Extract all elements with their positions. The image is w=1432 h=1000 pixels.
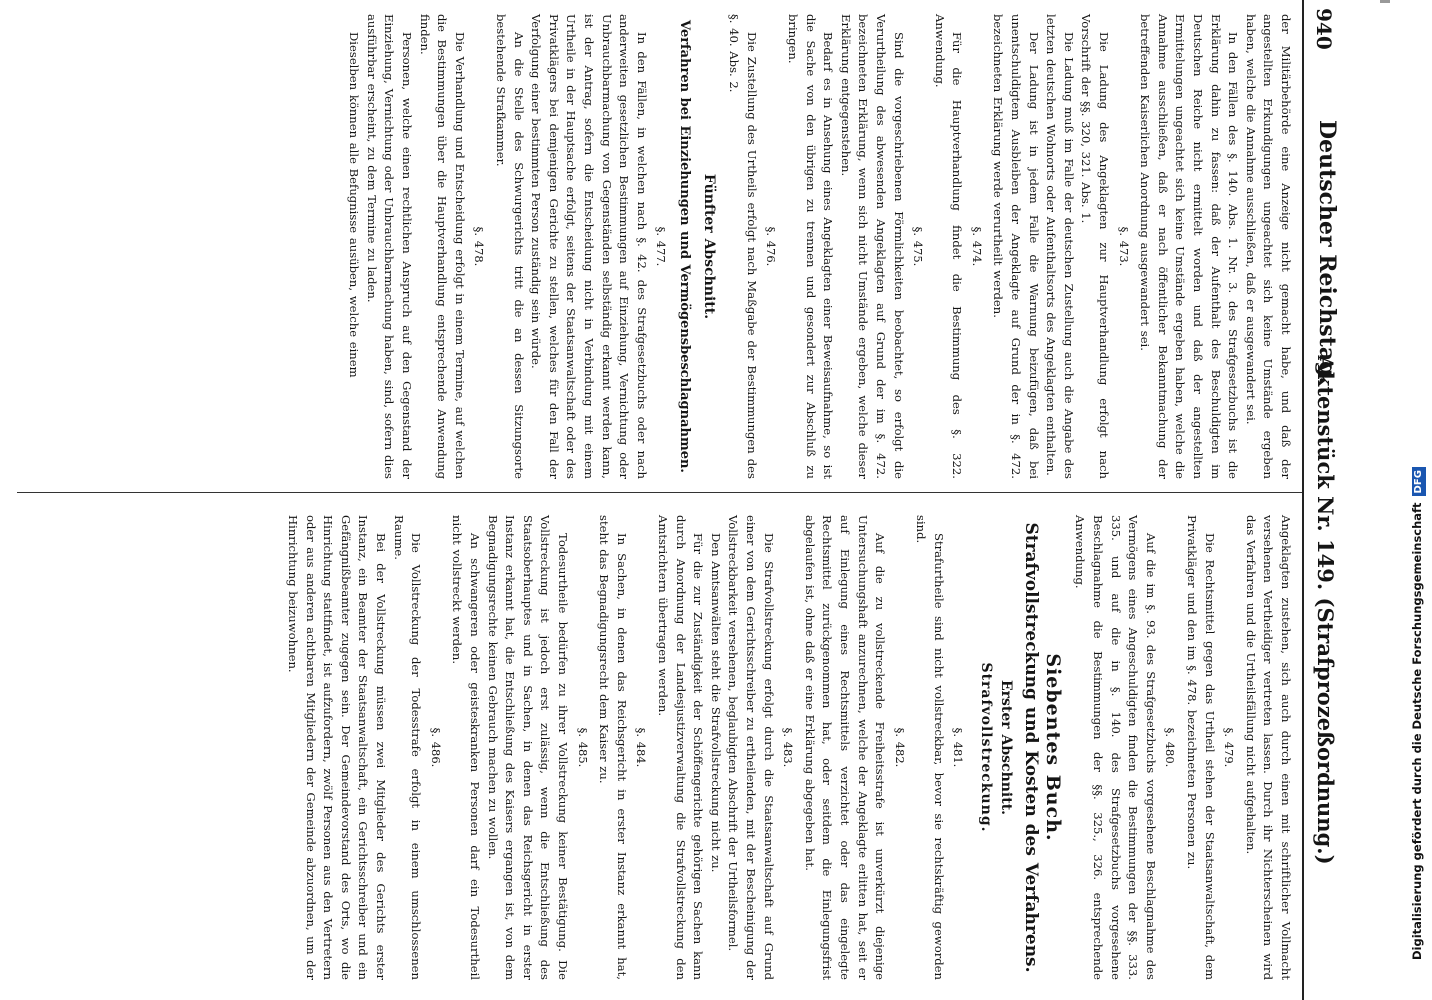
stamp-text-row [1404, 40, 1430, 960]
section-number: §. 479. [1222, 727, 1237, 768]
paragraph: Für die Hauptverhandlung findet die Bestimmung des §. 322. Anwendung. [932, 14, 965, 479]
paragraph: Die Strafvollstreckung erfolgt durch die Staatsanwaltschaft auf Grund einer von dem Gerichtsschreiber zu ertheilenden, mit der Bescheinigung der Vollstreckbarkeit versehenen, beglaubigten Abschrift der Urtheilsformel. [726, 515, 776, 980]
paragraph: An schwangeren oder geisteskranken Personen darf ein Todesurtheil nicht vollstreckt werden. [450, 515, 483, 980]
section-label: Erster Abschnitt. [997, 679, 1014, 816]
paragraph: Die Zustellung des Urtheils erfolgt nach Maßgabe der Bestimmungen des §. 40. Abs. 2. [727, 14, 759, 479]
section-number: §. 474. [969, 226, 984, 267]
paragraph: Bei der Vollstreckung müssen zwei Mitglieder des Gerichts erster Instanz, ein Beamter der Staatsanwaltschaft, ein Gerichtsschreiber und ein Gefängnißbeamter zugegen sein. Der Gemeindevorstand des Orts, wo die Hinrichtung stattfindet, ist aufzufordern, zwölf Personen aus den Vertretern oder aus anderen achtbaren Mitgliedern der Gemeinde abzuordnen, um der Hinrichtung beizuwohnen. [286, 515, 389, 980]
paragraph: In den Fällen des §. 140. Abs. 1. Nr. 3. des Strafgesetzbuchs ist die Erklärung dahin zu fassen: daß der Aufenthalt des Beschuldigten im Deutschen Reiche nicht ermittelt worden und daß der angestellten Ermittelungen ungeachtet sich keine Umstände ergeben haben, welche die Annahme ausschließen, daß er nach öffentlicher Bekanntmachung der betreffenden Kaiserlichen Anordnung ausgewandert sei. [1138, 14, 1241, 479]
paragraph: Angeklagten zustehen, sich auch durch einen mit schriftlicher Vollmacht versehenen Vertheidiger vertreten lassen. Durch ihr Nichterscheinen wird das Verfahren und die Urtheilsfällung nicht aufgehalten. [1243, 515, 1293, 980]
paragraph: Die Verhandlung und Entscheidung erfolgt in einem Termine, auf welchen die Bestimmungen über die Hauptverhandlung entsprechende Anwendung finden. [417, 14, 467, 479]
header-rule [1302, 0, 1304, 1000]
paragraph: Die Vollstreckung der Todesstrafe erfolgt in einem umschlossenen Raume. [391, 515, 424, 980]
left-column [345, 14, 1294, 479]
paragraph: Die Rechtsmittel gegen das Urtheil stehen der Staatsanwaltschaft, dem Privatkläger und den im §. 478. bezeichneten Personen zu. [1185, 515, 1217, 980]
paragraph: Die Ladung muß im Falle der deutschen Zustellung auch die Angabe des letzten deutschen Wohnorts oder Aufenthaltsorts des Angeklagten enthalten. [1044, 14, 1076, 479]
section-number: §. 473. [1116, 226, 1131, 267]
paragraph: der Militärbehörde eine Anzeige nicht gemacht habe, und daß der angestellten Erkundigungen ungeachtet sich keine Umstände ergeben haben, welche die Annahme ausschließen, daß er ausgewandert sei. [1243, 14, 1293, 479]
section-title: Strafvollstreckung. [978, 662, 995, 833]
section-number: §. 477. [654, 226, 669, 267]
section-title: Verfahren bei Einziehungen und Vermögensbeschlagnahmen. [677, 20, 692, 473]
paragraph: Der Ladung ist in jedem Falle die Warnung beizufügen, daß bei unentschuldigtem Ausbleiben der Angeklagte auf Grund der in §. 472. bezeichneten Erklärung werde verurtheilt werden. [991, 14, 1041, 479]
paragraph: Todesurtheile bedürfen zu ihrer Vollstreckung keiner Bestätigung. Die Vollstreckung ist jedoch erst zulässig, wenn die Entschließung des Staatsoberhauptes und in Sachen, in denen das Reichsgericht in erster Instanz erkannt hat, die Entschließung des Kaisers ergangen ist, von dem Begnadigungsrechte keinen Gebrauch machen zu wollen. [485, 515, 571, 980]
paragraph: In den Fällen, in welchen nach §. 42. des Strafgesetzbuchs oder nach anderweiten gesetzlichen Bestimmungen auf Einziehung, Vernichtung oder Unbrauchbarmachung von Gegenständen selbständig erkannt werden kann, ist der Antrag, sofern die Entscheidung nicht in Verbindung mit einem Urtheile in der Hauptsache erfolgt, seitens der Staatsanwaltschaft oder des Privatklägers bei demjenigen Gerichte zu stellen, welches für den Fall der Verfolgung einer bestimmten Person zuständig sein würde. [529, 14, 649, 479]
running-title: Deutscher Reichstag. [1314, 120, 1340, 385]
section-number: §. 476. [764, 226, 779, 267]
right-column [284, 515, 1294, 980]
document-reference: Aktenstück Nr. 149. (Strafprozeßordnung.) [1313, 355, 1338, 865]
book-title: Strafvollstreckung und Kosten des Verfahrens. [1021, 522, 1042, 973]
paragraph: Den Amtsanwälten steht die Strafvollstreckung nicht zu. [708, 533, 723, 873]
paragraph: Für die zur Zuständigkeit der Schöffengerichte gehörigen Sachen kann durch Anordnung der Landesjustizverwaltung die Strafvollstreckung den Amtsrichtern übertragen werden. [656, 515, 706, 980]
paragraph: Strafurtheile sind nicht vollstreckbar, bevor sie rechtskräftig geworden sind. [914, 515, 946, 980]
paragraph: An die Stelle des Schwurgerichts tritt die an dessen Sitzungsorte bestehende Strafkammer. [494, 14, 526, 479]
paragraph: Personen, welche einen rechtlichen Anspruch auf den Gegenstand der Einziehung, Vernichtung oder Unbrauchbarmachung haben, sind, sofern dies ausführbar erscheint, zu dem Termine zu laden. [364, 14, 415, 479]
digitization-stamp [1404, 40, 1430, 960]
paragraph: Sind die vorgeschriebenen Förmlichkeiten beobachtet, so erfolgt die Verurtheilung des abwesenden Angeklagten auf Grund der im §. 472. bezeichneten Erklärung, wenn sich nicht Umstände ergeben, welche dieser Erklärung entgegenstehen. [838, 14, 906, 479]
section-number: §. 480. [1163, 727, 1178, 768]
section-number: §. 482. [892, 727, 907, 768]
paragraph: Dieselben können alle Befugnisse ausüben, welche einem [347, 32, 362, 378]
paragraph: Bedarf es in Ansehung eines Angeklagten einer Beweisaufnahme, so ist die Sache von den übrigen zu trennen und gesondert zur Abschluß zu bringen. [785, 14, 836, 479]
column-divider [17, 492, 1302, 493]
paragraph: Auf die im §. 93. des Strafgesetzbuchs vorgesehene Beschlagnahme des Vermögens eines Angeschuldigten finden die Bestimmungen der §§. 333. 335. und auf die in §. 140. des Strafgesetzbuchs vorgesehene Beschlagnahme die Bestimmungen der §§. 325., 326. entsprechende Anwendung. [1073, 515, 1158, 980]
stamp-text: Digitalisierung gefördert durch die Deutsche Forschungsgemeinschaft [1410, 502, 1424, 960]
section-number: §. 478. [472, 226, 487, 267]
section-number: §. 481. [951, 727, 966, 768]
paragraph: Die Ladung des Angeklagten zur Hauptverhandlung erfolgt nach Vorschrift der §§. 320, 321. Abs. 1. [1079, 14, 1112, 479]
page-header [1306, 0, 1380, 1000]
section-number: §. 483. [781, 727, 796, 768]
section-number: §. 475. [911, 226, 926, 267]
section-label: Fünfter Abschnitt. [700, 173, 717, 320]
book-label: Siebentes Buch. [1041, 653, 1064, 842]
paragraph: Auf die zu vollstreckende Freiheitsstrafe ist unverkürzt diejenige Untersuchungshaft anzurechnen, welche der Angeklagte erlitten hat, seit er auf Einlegung eines Rechtsmittels verzichtet oder das eingelegte Rechtsmittel zurückgenommen hat, oder seitdem die Einlegungsfrist abgelaufen ist, ohne daß er eine Erklärung abgegeben hat. [802, 515, 888, 980]
dfg-logo: DFG [1412, 467, 1426, 496]
section-number: §. 485. [575, 727, 590, 768]
section-number: §. 486. [428, 727, 443, 768]
page-number: 940 [1312, 8, 1336, 50]
section-number: §. 484. [634, 727, 649, 768]
paragraph: In Sachen, in denen das Reichsgericht in erster Instanz erkannt hat, steht das Begnadigungsrecht dem Kaiser zu. [597, 515, 629, 980]
